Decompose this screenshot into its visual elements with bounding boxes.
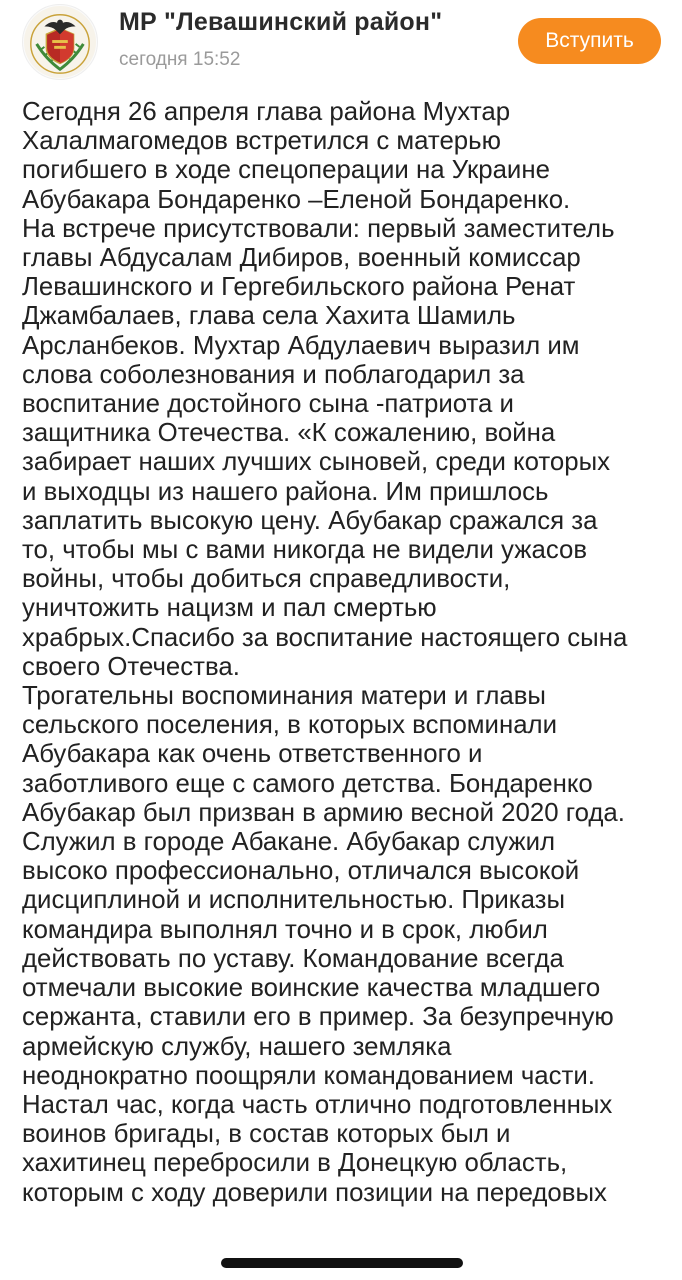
post-text-line: защитника Отечества. «К сожалению, война bbox=[22, 419, 556, 448]
post-text-line: командира выполнял точно и в срок, любил bbox=[22, 915, 548, 944]
group-avatar[interactable] bbox=[22, 4, 98, 80]
district-emblem-icon bbox=[23, 5, 97, 79]
post-text-line: воспитание достойного сына -патриота и bbox=[22, 390, 514, 419]
post-text-line: сержанта, ставили его в пример. За безупречную bbox=[22, 1003, 614, 1032]
post-text-line: Абубакара как очень ответственного и bbox=[22, 740, 483, 769]
post-text-line: забирает наших лучших сыновей, среди которых bbox=[22, 448, 611, 477]
post-text-line: храбрых.Спасибо за воспитание настоящего сына bbox=[22, 623, 628, 652]
post-text-line: Настал час, когда часть отлично подготовленных bbox=[22, 1090, 613, 1119]
post-text-line: воинов бригады, в состав которых был и bbox=[22, 1120, 511, 1149]
post-text-line: войны, чтобы добиться справедливости, bbox=[22, 565, 511, 594]
post-timestamp: сегодня 15:52 bbox=[119, 49, 241, 70]
post-text-line: заботливого еще с самого детства. Бондаренко bbox=[22, 769, 593, 798]
post-text-line: Служил в городе Абакане. Абубакар служил bbox=[22, 828, 556, 857]
post-text-line: уничтожить нацизм и пал смертью bbox=[22, 594, 437, 623]
post-text-line: заплатить высокую цену. Абубакар сражался за bbox=[22, 506, 598, 535]
post-text-line: Трогательны воспоминания матери и главы bbox=[22, 682, 546, 711]
post-text-line: и выходцы из нашего района. Им пришлось bbox=[22, 477, 549, 506]
post-text-line: Джамбалаев, глава села Хахита Шамиль bbox=[22, 302, 516, 331]
post-text-line: погибшего в ходе спецоперации на Украине bbox=[22, 156, 550, 185]
post-text-line: действовать по уставу. Командование всегда bbox=[22, 944, 564, 973]
post-text-line: Сегодня 26 апреля глава района Мухтар bbox=[22, 98, 511, 126]
post-text-line: высоко профессионально, отличался высокой bbox=[22, 857, 580, 886]
post-text-line: Абубакар был призван в армию весной 2020 года. bbox=[22, 798, 625, 827]
post-text-line: своего Отечества. bbox=[22, 652, 240, 681]
post-text-line: хахитинец перебросили в Донецкую область, bbox=[22, 1149, 568, 1178]
post-text-line: армейскую службу, нашего земляка bbox=[22, 1032, 452, 1061]
post-header bbox=[0, 0, 682, 86]
post-text-line: неоднократно поощряли командованием части. bbox=[22, 1061, 595, 1090]
post-text-line: которым с ходу доверили позиции на передовых bbox=[22, 1178, 607, 1207]
home-indicator[interactable] bbox=[221, 1258, 463, 1268]
post-text-line: Левашинского и Гергебильского района Ренат bbox=[22, 273, 576, 302]
group-name[interactable]: МР "Левашинский район" bbox=[119, 8, 443, 36]
post-text-line: слова соболезнования и поблагодарил за bbox=[22, 360, 525, 389]
join-button[interactable]: Вступить bbox=[518, 18, 661, 64]
post-text-line: отмечали высокие воинские качества младшего bbox=[22, 974, 601, 1003]
post-text-line: Абубакара Бондаренко –Еленой Бондаренко. bbox=[22, 185, 571, 214]
post-text-line: На встрече присутствовали: первый заместитель bbox=[22, 214, 615, 243]
post-text bbox=[22, 98, 672, 1208]
post-text-line: дисциплиной и исполнительностью. Приказы bbox=[22, 886, 566, 915]
post-text-line: Халалмагомедов встретился с матерью bbox=[22, 127, 501, 156]
post-text-line: то, чтобы мы с вами никогда не видели ужасов bbox=[22, 536, 588, 565]
post-text-line: Арсланбеков. Мухтар Абдулаевич выразил им bbox=[22, 331, 580, 360]
post-text-line: главы Абдусалам Дибиров, военный комиссар bbox=[22, 244, 581, 273]
post-text-line: сельского поселения, в которых вспоминали bbox=[22, 711, 558, 740]
